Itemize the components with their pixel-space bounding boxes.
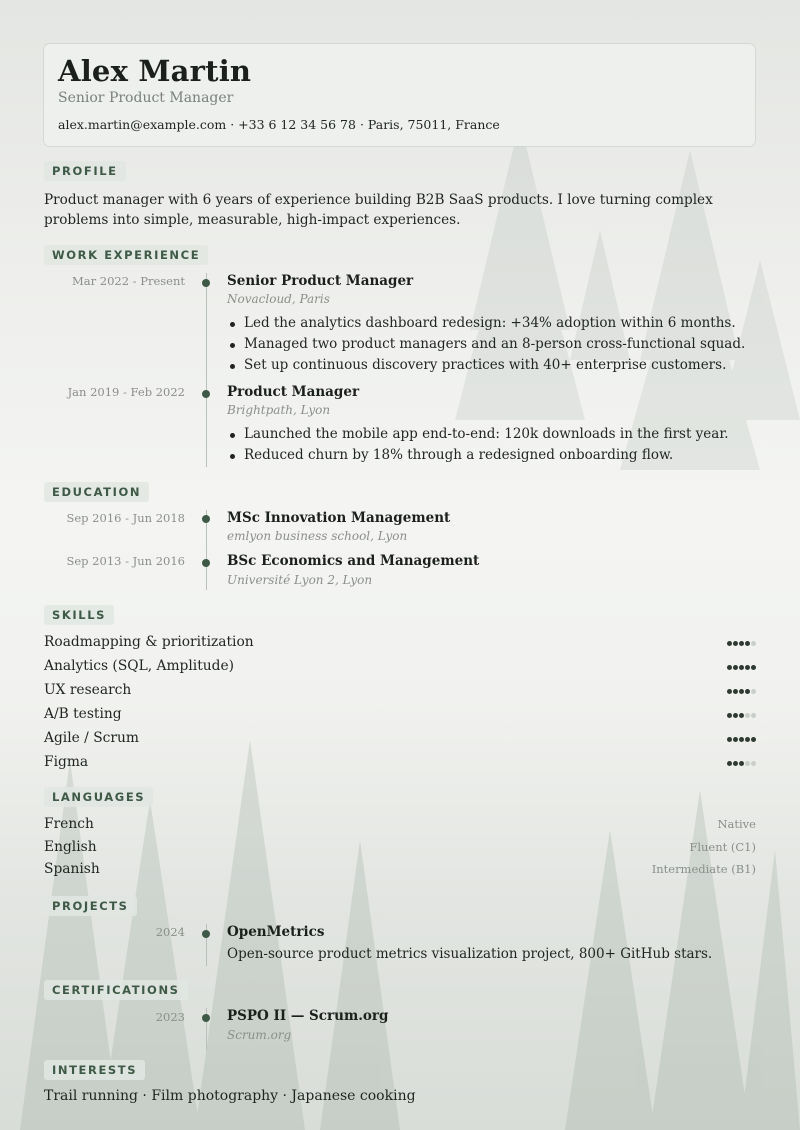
certification-name: PSPO II — Scrum.org [227,1008,389,1024]
skill-level-dots [727,689,756,694]
experience-bullet: Launched the mobile app end-to-end: 120k downloads in the first year. [227,424,729,445]
skill-level-dots [727,761,756,766]
skill-dot-filled [745,689,750,694]
interests-text: Trail running · Film photography · Japanese cooking [44,1088,416,1104]
timeline-dot [202,930,210,938]
skill-row [44,656,756,680]
section-label-education: EDUCATION [44,482,149,502]
header-card [44,44,755,146]
skill-dot-filled [727,737,732,742]
skill-name: Figma [44,754,89,770]
skill-dot-filled [745,641,750,646]
section-label-skills: SKILLS [44,605,114,625]
skill-level-dots [727,737,756,742]
person-name: Alex Martin [58,54,252,88]
experience-bullet: Led the analytics dashboard redesign: +34% adoption within 6 months. [227,313,745,334]
skill-name: Roadmapping & prioritization [44,634,254,650]
skill-dot-filled [733,761,738,766]
skill-level-dots [727,641,756,646]
language-name: Spanish [44,861,100,877]
skill-dot-filled [733,665,738,670]
education-degree: BSc Economics and Management [227,553,480,569]
language-row [44,838,756,860]
language-level: Native [717,817,756,831]
skill-level-dots [727,713,756,718]
skill-row [44,632,756,656]
timeline-dot [202,390,210,398]
skill-dot-empty [751,713,756,718]
timeline-dot [202,559,210,567]
language-row [44,860,756,882]
section-label-projects: PROJECTS [44,896,137,916]
experience-bullet: Set up continuous discovery practices with 40+ enterprise customers. [227,355,745,376]
section-label-interests: INTERESTS [44,1060,145,1080]
experience-dates: Jan 2019 - Feb 2022 [67,385,185,399]
skill-name: A/B testing [44,706,122,722]
timeline-dot [202,515,210,523]
section-label-languages: LANGUAGES [44,787,153,807]
skill-dot-filled [751,665,756,670]
skill-dot-empty [745,761,750,766]
skill-dot-filled [733,737,738,742]
skill-dot-filled [739,761,744,766]
project-description: Open-source product metrics visualization project, 800+ GitHub stars. [227,946,713,962]
experience-timeline-line [206,273,208,467]
skill-row [44,704,756,728]
skill-dot-filled [751,737,756,742]
education-school: Université Lyon 2, Lyon [227,573,373,587]
skill-dot-filled [733,641,738,646]
timeline-dot [202,1014,210,1022]
skill-row [44,680,756,704]
experience-bullets [227,424,729,466]
skill-dot-filled [745,737,750,742]
experience-bullet: Reduced churn by 18% through a redesigned onboarding flow. [227,445,729,466]
skill-dot-filled [739,737,744,742]
skill-dot-filled [745,665,750,670]
skill-name: Agile / Scrum [44,730,139,746]
section-label-experience: WORK EXPERIENCE [44,245,208,265]
experience-role: Senior Product Manager [227,273,414,289]
education-dates: Sep 2013 - Jun 2016 [66,554,185,568]
language-name: English [44,839,97,855]
certification-year: 2023 [155,1010,185,1024]
skill-name: Analytics (SQL, Amplitude) [44,658,235,674]
experience-bullets [227,313,745,376]
skill-level-dots [727,665,756,670]
skill-dot-filled [727,713,732,718]
project-year: 2024 [155,925,185,939]
language-level: Intermediate (B1) [651,862,756,876]
job-title: Senior Product Manager [58,90,234,106]
skill-name: UX research [44,682,132,698]
skill-dot-filled [727,641,732,646]
skill-dot-filled [727,689,732,694]
skill-dot-filled [727,761,732,766]
experience-company: Brightpath, Lyon [227,403,331,417]
education-degree: MSc Innovation Management [227,510,451,526]
profile-text: Product manager with 6 years of experience building B2B SaaS products. I love turning complex problems into simple, measurable, high-impact experiences. [44,192,713,228]
section-label-profile: PROFILE [44,161,126,181]
skill-dot-filled [727,665,732,670]
section-label-certifications: CERTIFICATIONS [44,980,188,1000]
experience-bullet: Managed two product managers and an 8-person cross-functional squad. [227,334,745,355]
certification-issuer: Scrum.org [227,1028,292,1042]
skill-dot-empty [745,713,750,718]
skill-dot-empty [751,641,756,646]
skill-row [44,728,756,752]
skill-dot-filled [739,665,744,670]
language-name: French [44,816,94,832]
education-school: emlyon business school, Lyon [227,529,408,543]
skill-dot-empty [751,689,756,694]
skill-dot-filled [733,713,738,718]
language-row [44,815,756,837]
experience-role: Product Manager [227,384,360,400]
skill-dot-empty [751,761,756,766]
experience-dates: Mar 2022 - Present [71,274,185,288]
language-level: Fluent (C1) [689,840,756,854]
timeline-dot [202,279,210,287]
project-name: OpenMetrics [227,924,325,940]
skill-dot-filled [739,641,744,646]
skill-row [44,752,756,776]
skill-dot-filled [739,713,744,718]
skill-dot-filled [739,689,744,694]
contact-info: alex.martin@example.com · +33 6 12 34 56 78 · Paris, 75011, France [58,117,500,132]
education-dates: Sep 2016 - Jun 2018 [66,511,185,525]
experience-company: Novacloud, Paris [227,292,330,306]
skill-dot-filled [733,689,738,694]
